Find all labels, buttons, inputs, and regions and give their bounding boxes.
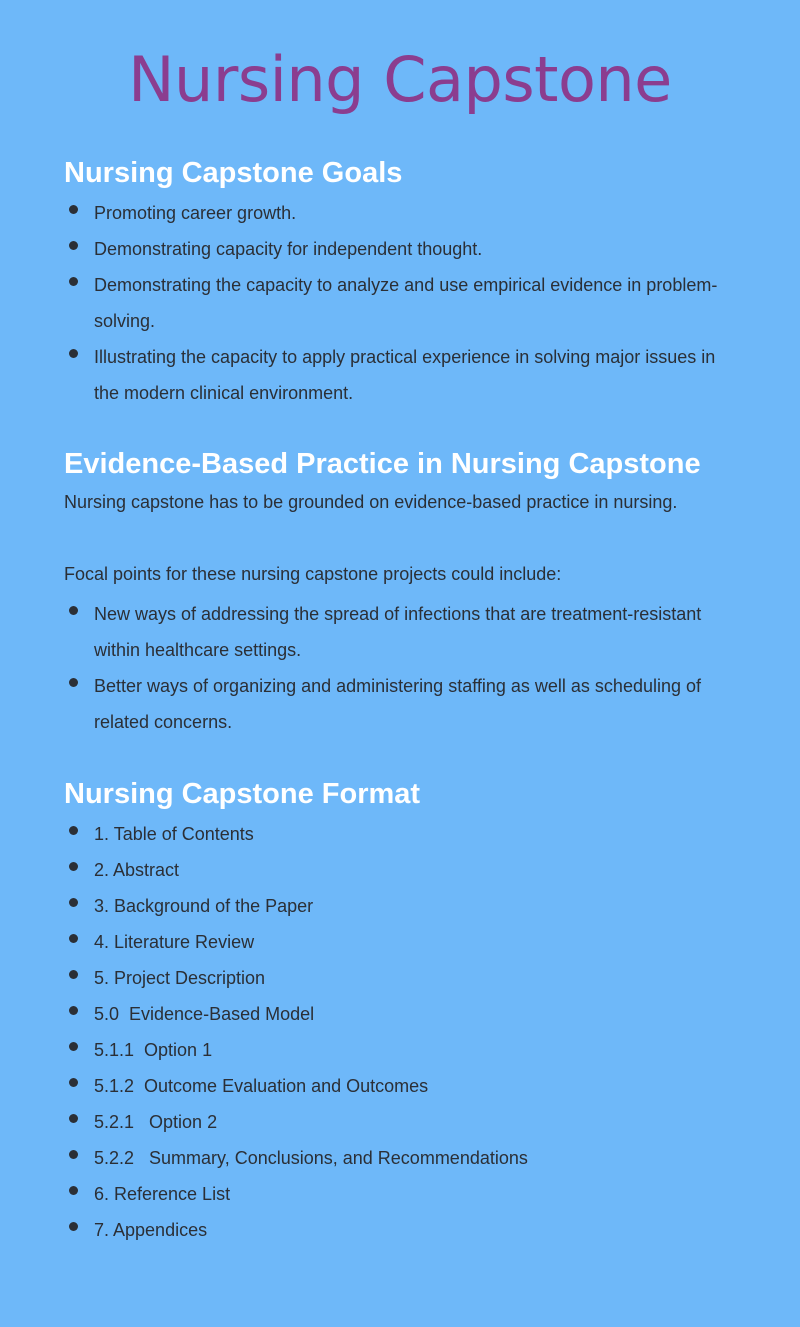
evidence-intro: Nursing capstone has to be grounded on evidence-based practice in nursing. xyxy=(64,492,678,512)
list-item: 5.1.1 Option 1 xyxy=(64,1032,736,1068)
goals-heading: Nursing Capstone Goals xyxy=(64,157,403,189)
list-item: Demonstrating the capacity to analyze and use empirical evidence in problem-solving. xyxy=(64,267,736,339)
list-item: 5.0 Evidence-Based Model xyxy=(64,996,736,1032)
list-item: 7. Appendices xyxy=(64,1212,736,1248)
list-item: 2. Abstract xyxy=(64,852,736,888)
focal-points-intro: Focal points for these nursing capstone projects could include: xyxy=(64,564,562,584)
list-item: 3. Background of the Paper xyxy=(64,888,736,924)
format-list xyxy=(64,816,736,1248)
list-item: 6. Reference List xyxy=(64,1176,736,1212)
format-heading: Nursing Capstone Format xyxy=(64,778,421,810)
list-item: Demonstrating capacity for independent thought. xyxy=(64,231,736,267)
list-item: Better ways of organizing and administering staffing as well as scheduling of related concerns. xyxy=(64,668,736,740)
list-item: Promoting career growth. xyxy=(64,195,736,231)
list-item: 5. Project Description xyxy=(64,960,736,996)
list-item: 4. Literature Review xyxy=(64,924,736,960)
focal-points-list xyxy=(64,596,736,740)
list-item: 5.2.2 Summary, Conclusions, and Recommendations xyxy=(64,1140,736,1176)
list-item: 5.1.2 Outcome Evaluation and Outcomes xyxy=(64,1068,736,1104)
list-item: 1. Table of Contents xyxy=(64,816,736,852)
list-item: New ways of addressing the spread of infections that are treatment-resistant within healthcare settings. xyxy=(64,596,736,668)
goals-list xyxy=(64,195,736,411)
list-item: 5.2.1 Option 2 xyxy=(64,1104,736,1140)
list-item: Illustrating the capacity to apply practical experience in solving major issues in the modern clinical environment. xyxy=(64,339,736,411)
page-title: Nursing Capstone xyxy=(128,43,672,116)
evidence-heading: Evidence-Based Practice in Nursing Capstone xyxy=(64,448,701,480)
